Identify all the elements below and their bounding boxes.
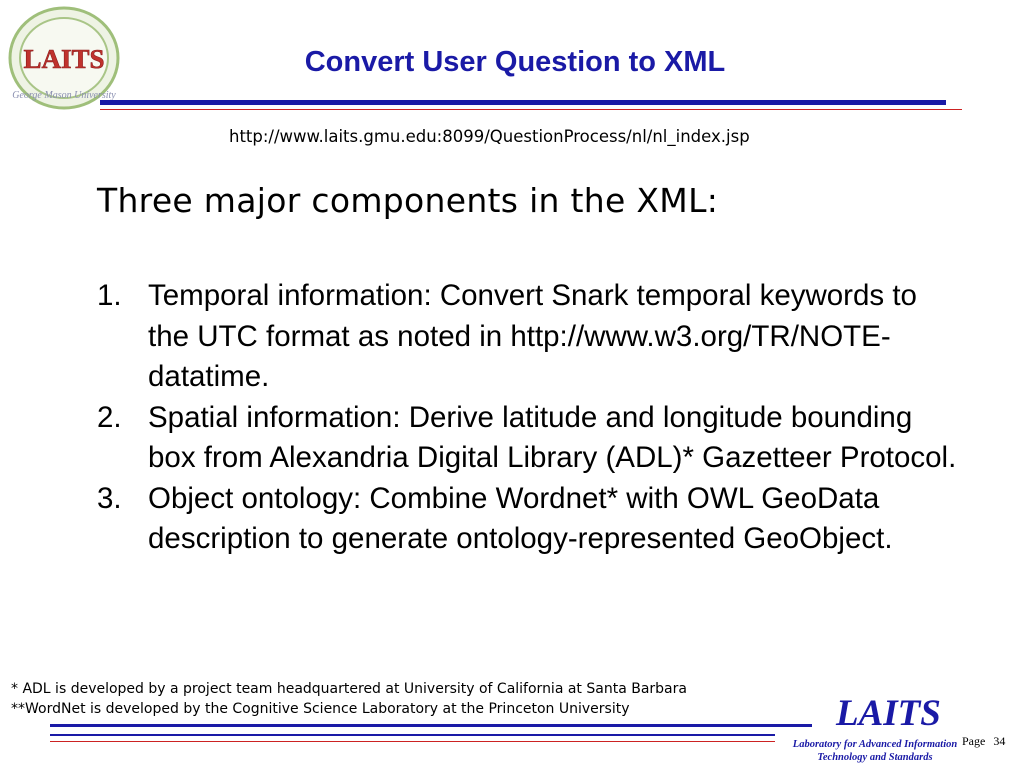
footer-brand: LAITS xyxy=(836,693,941,734)
section-heading: Three major components in the XML: xyxy=(97,181,719,220)
footer-org-name xyxy=(782,738,968,764)
page-number: 34 xyxy=(993,734,1006,748)
footnote-wordnet: **WordNet is developed by the Cognitive Science Laboratory at the Princeton University xyxy=(11,701,630,717)
footer-rule-blue-thin xyxy=(50,734,775,736)
logo-graphic xyxy=(4,2,128,114)
footer-rule-blue xyxy=(50,724,812,727)
list-item xyxy=(97,276,957,398)
logo-text: LAITS xyxy=(23,44,105,74)
list-item-number: 1. xyxy=(97,279,122,312)
footnote-adl: * ADL is developed by a project team headquartered at University of California at Santa Barbara xyxy=(11,681,687,697)
list-item-text: Spatial information: Derive latitude and longitude bounding box from Alexandria Digital Library (ADL)* Gazetteer Protocol. xyxy=(148,400,957,474)
footer-rule-red xyxy=(50,741,775,742)
footnotes xyxy=(11,679,687,719)
list-item-text: Object ontology: Combine Wordnet* with OWL GeoData description to generate ontology-represented GeoObject. xyxy=(148,481,893,555)
header-rule-red xyxy=(100,109,962,110)
laits-logo xyxy=(4,2,128,114)
footer-org-line-2: Technology and Standards xyxy=(817,752,933,763)
list-item-number: 3. xyxy=(97,481,122,515)
list-item-number: 2. xyxy=(97,400,122,434)
logo-ring-text: George Mason University xyxy=(12,90,116,101)
list-item xyxy=(97,398,957,479)
page-label: Page xyxy=(962,734,986,748)
source-url: http://www.laits.gmu.edu:8099/QuestionProcess/nl/nl_index.jsp xyxy=(229,127,750,146)
list-item xyxy=(97,479,957,560)
page-indicator xyxy=(962,734,1005,749)
components-list xyxy=(97,276,957,560)
header-rule-blue xyxy=(100,100,946,105)
footer-org-line-1: Laboratory for Advanced Information xyxy=(792,739,958,750)
slide-title: Convert User Question to XML xyxy=(304,46,726,78)
list-item-text: Temporal information: Convert Snark temporal keywords to the UTC format as noted in http://www.w3.org/TR/NOTE-datatime. xyxy=(148,279,917,393)
